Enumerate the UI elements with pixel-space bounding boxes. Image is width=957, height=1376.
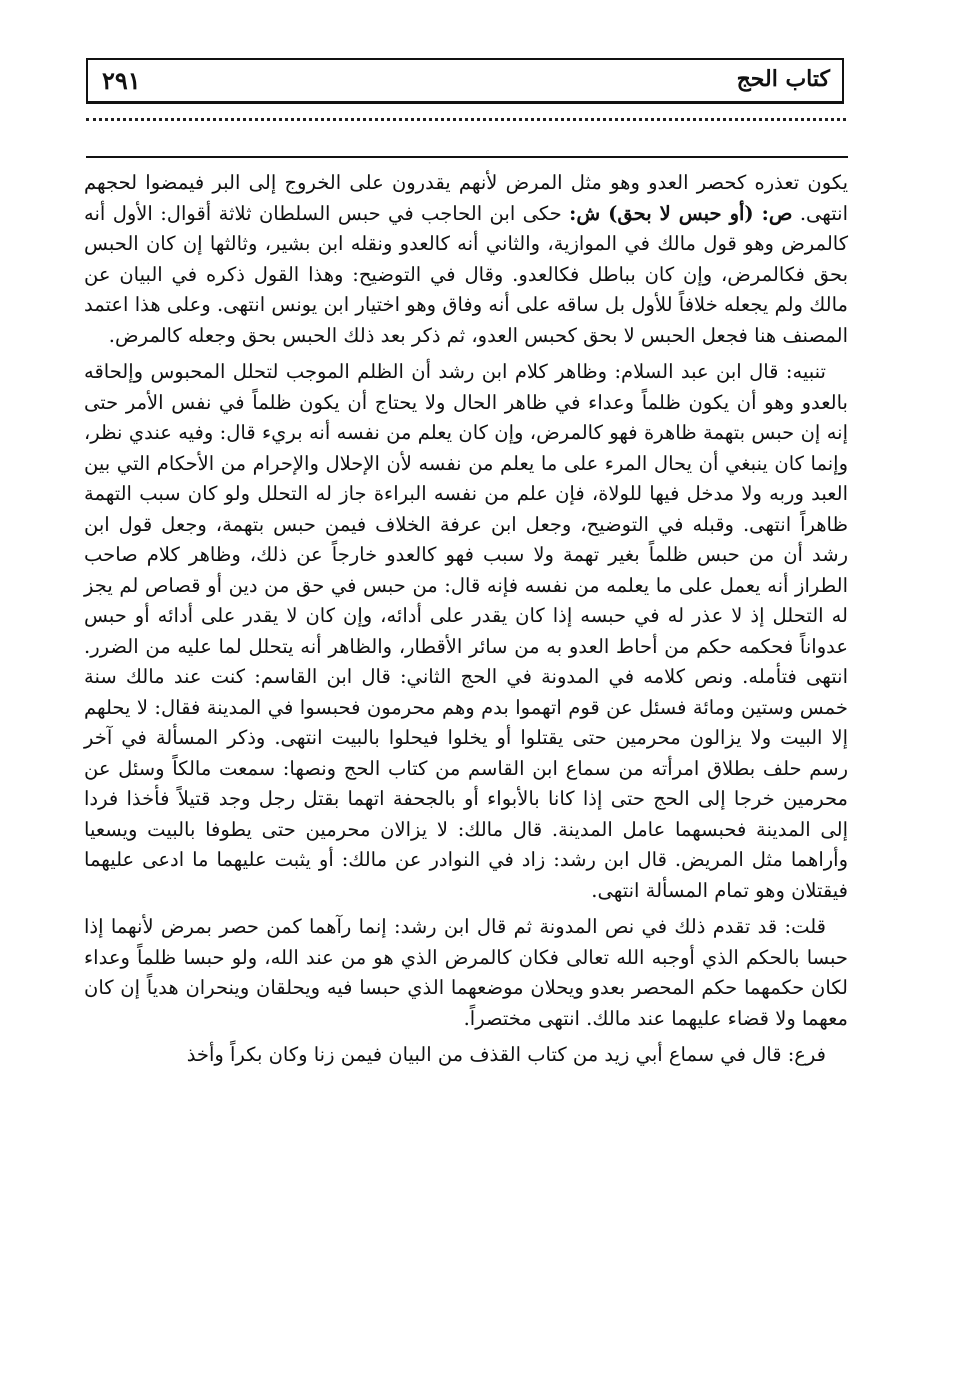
dotted-separator [86,118,846,128]
paragraph-1-text-a: يكون تعذره كحصر العدو وهو مثل المرض لأنهم يقدرون على الخروج إلى البر فيمضوا لحجهم انتهى. [84,171,848,225]
page-number: ٢٩١ [102,66,141,95]
chapter-title: كتاب الحج [736,66,830,92]
paragraph-tanbih: تنبيه: قال ابن عبد السلام: وظاهر كلام ابن رشد أن الظلم الموجب لتحلل المحبوس وإلحاقه بالعدو وهو أن يكون ظلماً وعداء في ظاهر الحال ولا يحتاج أن يكون ظلماً في نفس الأمر حتى إنه إن حبس بتهمة ظاهرة فهو كالمرض، وإن كان يعلم من نفسه أنه بريء قال: وفيه عندي نظر، وإنما كان ينبغي أن يحال المرء على ما يعلم من نفسه لأن الإحلال والإحرام من الأحكام التي بين العبد وربه ولا مدخل فيها للولاة، فإن علم من نفسه البراءة جاز له التحلل ولو كان سبب التهمة ظاهراً انتهى. وقبله في التوضيح، وجعل ابن عرفة الخلاف فيمن حبس بتهمة، وجعل قول ابن رشد أن من حبس ظلماً بغير تهمة ولا سبب فهو كالعدو خارجاً عن ذلك، وظاهر كلام صاحب الطراز أنه يعمل على ما يعلمه من نفسه فإنه قال: من حبس في حق من دين أو قصاص لم يجز له التحلل إذ لا عذر له في حبسه إذا كان يقدر على أدائه، وإن كان لا يقدر على أدائه أو حبس عدواناً فحكمه حكم من أحاط العدو به من سائر الأقطار، والظاهر أنه يتحلل لما عليه من الضرر. انتهى فتأمله. ونص كلامه في المدونة في الحج الثاني: قال ابن القاسم: كنت عند مالك سنة خمس وستين ومائة فسئل عن قوم اتهموا بدم وهم محرمون فحبسوا في المدينة فقال: لا يحلهم إلا البيت ولا يزالون محرمين حتى يقتلوا أو يخلوا فيحلوا بالبيت انتهى. وذكر المسألة في آخر رسم حلف بطلاق امرأته من سماع ابن القاسم من كتاب الحج ونصها: سمعت مالكاً وسئل عن محرمين خرجا إلى الحج حتى إذا كانا بالأبواء أو بالجحفة اتهما بقتل رجل وجد قتيلاً فأخذا فردا إلى المدينة فحبسهما عامل المدينة. قال مالك: لا يزالان محرمين حتى يطوفا بالبيت ويسعيا وأراهما مثل المريض. قال ابن رشد: زاد في النوادر عن مالك: أو يثبت عليهما ما ادعى عليهما فيقتلان وهو تمام المسألة انتهى. [84,360,848,902]
running-header [86,58,844,104]
header-rule [86,156,848,158]
paragraph-1 [84,168,848,351]
page-body [84,168,848,1077]
paragraph-far: فرع: قال في سماع أبي زيد من كتاب القذف من البيان فيمن زنا وكان بكراً وأخذ [186,1043,826,1066]
paragraph-qultu: قلت: قد تقدم ذلك في نص المدونة ثم قال ابن رشد: إنما رآهما كمن حصر بمرض لأنهما إذا حبسا بالحكم الذي أوجبه الله تعالى فكان كالمرض الذي هو من عند الله، ولو حبسا ظلماً وعداء لكان حكمهما حكم المحصر بعدو ويحلان موضعهما الذي حبسا فيه ويحلقان وينحران هدياً إن كان معهما ولا قضاء عليهما عند مالك. انتهى مختصراً. [84,915,848,1030]
paragraph-1-text-b: حكى ابن الحاجب في حبس السلطان ثلاثة أقوال: الأول أنه كالمرض وهو قول مالك في الموازية، والثاني أنه كالعدو ونقله ابن بشير، وثالثها إن كان الحبس بحق فكالمرض، وإن كان بباطل فكالعدو. وقال في التوضيح: وهذا القول ذكره في البيان عن مالك ولم يجعله خلافاً للأول بل ساقه على أنه وفاق وهو اختيار ابن يونس انتهى. وعلى هذا اعتمد المصنف هنا فجعل الحبس لا بحق كحبس العدو، ثم ذكر بعد ذلك الحبس بحق وجعله كالمرض. [84,201,848,347]
matn-label: ص: (أو حبس لا بحق) ش: [569,201,793,225]
